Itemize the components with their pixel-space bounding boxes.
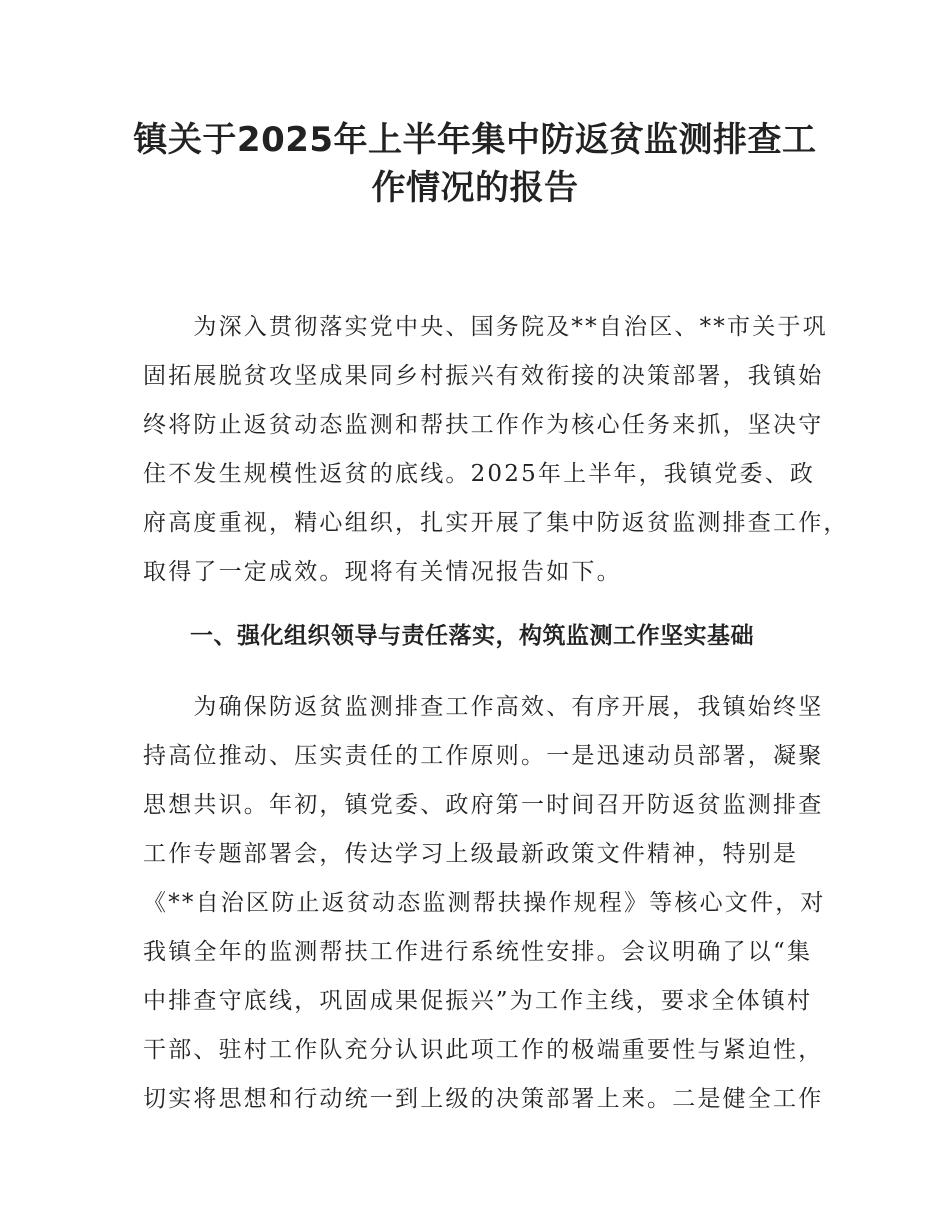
intro-paragraph bbox=[143, 303, 849, 597]
paragraph-line: 府高度重视，精心组织，扎实开展了集中防返贫监测排查工作， bbox=[143, 510, 849, 536]
paragraph-line: 为确保防返贫监测排查工作高效、有序开展，我镇始终坚 bbox=[143, 694, 824, 720]
paragraph-line: 干部、驻村工作队充分认识此项工作的极端重要性与紧迫性， bbox=[143, 1037, 824, 1063]
paragraph-line: 为深入贯彻落实党中央、国务院及**自治区、**市关于巩 bbox=[143, 314, 828, 340]
paragraph-line: 取得了一定成效。现将有关情况报告如下。 bbox=[143, 559, 622, 585]
paragraph-line: 我镇全年的监测帮扶工作进行系统性安排。会议明确了以“集 bbox=[143, 939, 813, 965]
paragraph-line: 住不发生规模性返贫的底线。2025年上半年，我镇党委、政 bbox=[143, 461, 816, 487]
paragraph-line: 持高位推动、压实责任的工作原则。一是迅速动员部署，凝聚 bbox=[143, 743, 824, 769]
paragraph-line: 切实将思想和行动统一到上级的决策部署上来。二是健全工作 bbox=[143, 1086, 824, 1112]
section-heading: 一、强化组织领导与责任落实，构筑监测工作坚实基础 bbox=[190, 623, 754, 649]
paragraph-line: 中排查守底线，巩固成果促振兴”为工作主线，要求全体镇村 bbox=[143, 988, 813, 1014]
paragraph-line: 工作专题部署会，传达学习上级最新政策文件精神，特别是 bbox=[143, 841, 799, 867]
section-paragraph bbox=[143, 683, 828, 1124]
paragraph-line: 思想共识。年初，镇党委、政府第一时间召开防返贫监测排查 bbox=[143, 792, 824, 818]
paragraph-line: 终将防止返贫动态监测和帮扶工作作为核心任务来抓，坚决守 bbox=[143, 412, 824, 438]
paragraph-line: 《**自治区防止返贫动态监测帮扶操作规程》等核心文件，对 bbox=[143, 890, 826, 916]
title-line: 作情况的报告 bbox=[371, 168, 579, 208]
document-title bbox=[120, 116, 830, 212]
paragraph-line: 固拓展脱贫攻坚成果同乡村振兴有效衔接的决策部署，我镇始 bbox=[143, 363, 824, 389]
title-line: 镇关于2025年上半年集中防返贫监测排查工 bbox=[133, 120, 817, 160]
